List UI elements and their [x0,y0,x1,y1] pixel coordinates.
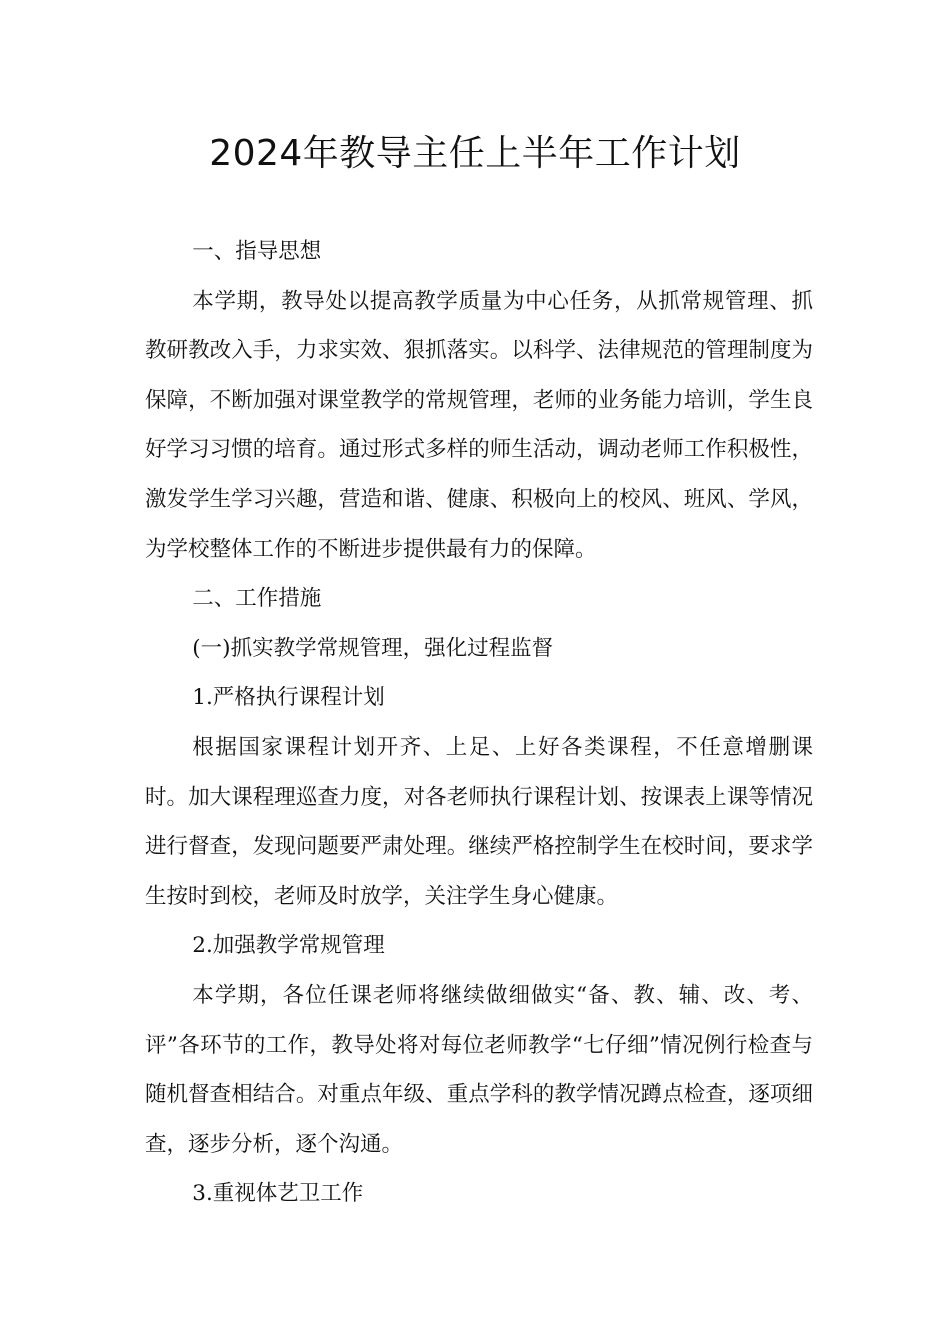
item-heading-teaching-routine: 2.加强教学常规管理 [192,933,385,959]
document-title: 2024年教导主任上半年工作计划 [209,133,741,174]
section-heading-work-measures: 二、工作措施 [192,586,322,612]
item-heading-sports-arts-health: 3.重视体艺卫工作 [192,1181,364,1207]
paragraph-course-plan: 根据国家课程计划开齐、上足、上好各类课程，不任意增删课时。加大课程理巡查力度，对各老师执行课程计划、按课表上课等情况进行督查，发现问题要严肃处理。继续严格控制学生在校时间，要求学生按时到校，老师及时放学，关注学生身心健康。 [145,734,813,909]
document-body [145,227,813,1219]
section-heading-guiding-ideology: 一、指导思想 [192,239,322,264]
paragraph-guiding-ideology: 本学期，教导处以提高教学质量为中心任务，从抓常规管理、抓教研教改入手，力求实效、狠抓落实。以科学、法律规范的管理制度为保障，不断加强对课堂教学的常规管理，老师的业务能力培训，学生良好学习习惯的培育。通过形式多样的师生活动，调动老师工作积极性，激发学生学习兴趣，营造和谐、健康、积极向上的校风、班风、学风，为学校整体工作的不断进步提供最有力的保障。 [145,288,813,562]
subsection-heading-routine-management: (一)抓实教学常规管理，强化过程监督 [192,635,554,661]
item-heading-course-plan: 1.严格执行课程计划 [192,685,385,711]
paragraph-teaching-routine: 本学期，各位任课老师将继续做细做实“备、教、辅、改、考、评”各环节的工作，教导处将对每位老师教学“七仔细”情况例行检查与随机督查相结合。对重点年级、重点学科的教学情况蹲点检查，逐项细查，逐步分析，逐个沟通。 [145,982,813,1157]
